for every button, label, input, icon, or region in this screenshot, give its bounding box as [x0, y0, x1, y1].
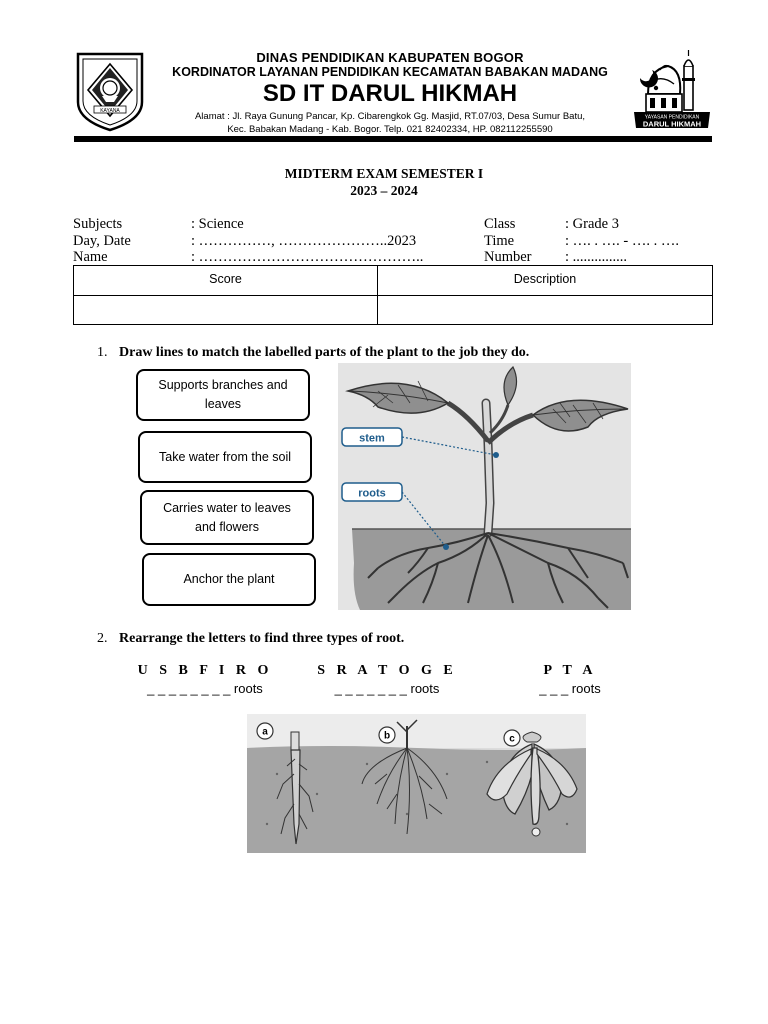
score-cell[interactable]	[74, 296, 377, 325]
value-number[interactable]: : ...............	[565, 249, 628, 265]
description-header: Description	[513, 272, 577, 286]
label-day-date: Day, Date	[73, 233, 131, 249]
kabupaten-bogor-emblem	[74, 50, 146, 132]
score-table	[73, 265, 713, 325]
school-address-line1: Alamat : Jl. Raya Gunung Pancar, Kp. Cibarengkok Gg. Masjid, RT.07/03, Desa Sumur Batu,	[194, 111, 586, 122]
label-subjects: Subjects	[73, 216, 123, 232]
figure-label-a: a	[262, 726, 268, 738]
label-class: Class	[484, 216, 516, 232]
darul-hikmah-logo	[630, 48, 714, 132]
school-name: SD IT DARUL HIKMAH	[262, 80, 518, 107]
answer-line-3[interactable]: _ _ _ roots	[539, 681, 601, 696]
label-name: Name	[73, 249, 108, 265]
job-box-take-water[interactable]: Take water from the soil	[138, 431, 312, 483]
letterhead-divider	[74, 136, 712, 142]
coordinator-name: KORDINATOR LAYANAN PENDIDIKAN KECAMATAN BABAKAN MADANG	[172, 65, 608, 79]
question-text: Rearrange the letters to find three types of root.	[119, 631, 405, 646]
plant-diagram	[338, 363, 631, 610]
logo-title: DARUL HIKMAH	[642, 119, 702, 129]
emblem-motto: KAYANA	[100, 108, 120, 114]
scrambled-word-1: U S B F I R O	[137, 663, 273, 678]
roots-label: roots	[358, 487, 386, 500]
question-1	[97, 345, 529, 361]
root-types-diagram	[247, 714, 586, 853]
value-day-date[interactable]: : ……………, …………………..2023	[191, 233, 417, 249]
value-time[interactable]: : …. . …. - …. . ….	[565, 233, 679, 249]
figure-label-c: c	[509, 733, 515, 745]
letterhead-text	[150, 50, 630, 136]
logo-subtitle: YAYASAN PENDIDIKAN	[644, 114, 700, 121]
question-number: 1.	[97, 345, 108, 360]
school-address-line2: Kec. Babakan Madang - Kab. Bogor. Telp. 021 82402334, HP. 082112255590	[227, 124, 553, 135]
answer-line-1[interactable]: _ _ _ _ _ _ _ _ roots	[147, 681, 263, 696]
exam-year: 2023 – 2024	[350, 183, 418, 198]
job-box-anchor[interactable]: Anchor the plant	[142, 553, 316, 606]
score-header: Score	[209, 272, 242, 286]
question-2	[97, 631, 404, 647]
scrambled-word-2: S R A T O G E	[317, 663, 457, 678]
figure-label-b: b	[383, 730, 391, 742]
value-class[interactable]: : Grade 3	[565, 216, 619, 232]
label-time: Time	[484, 233, 515, 249]
question-text: Draw lines to match the labelled parts of the plant to the job they do.	[119, 345, 530, 360]
agency-name: DINAS PENDIDIKAN KABUPATEN BOGOR	[256, 50, 524, 65]
stem-label: stem	[359, 432, 385, 445]
scrambled-word-3: P T A	[543, 663, 597, 678]
value-name[interactable]: : ………………………………………..	[191, 249, 424, 265]
description-cell[interactable]	[378, 296, 712, 325]
label-number: Number	[484, 249, 532, 265]
question-number: 2.	[97, 631, 108, 646]
value-subjects[interactable]: : Science	[191, 216, 244, 232]
exam-title: MIDTERM EXAM SEMESTER I	[284, 166, 484, 181]
answer-line-2[interactable]: _ _ _ _ _ _ _ roots	[334, 681, 440, 696]
job-box-supports[interactable]: Supports branches and leaves	[136, 369, 310, 421]
job-box-carries-water[interactable]: Carries water to leaves and flowers	[140, 490, 314, 545]
